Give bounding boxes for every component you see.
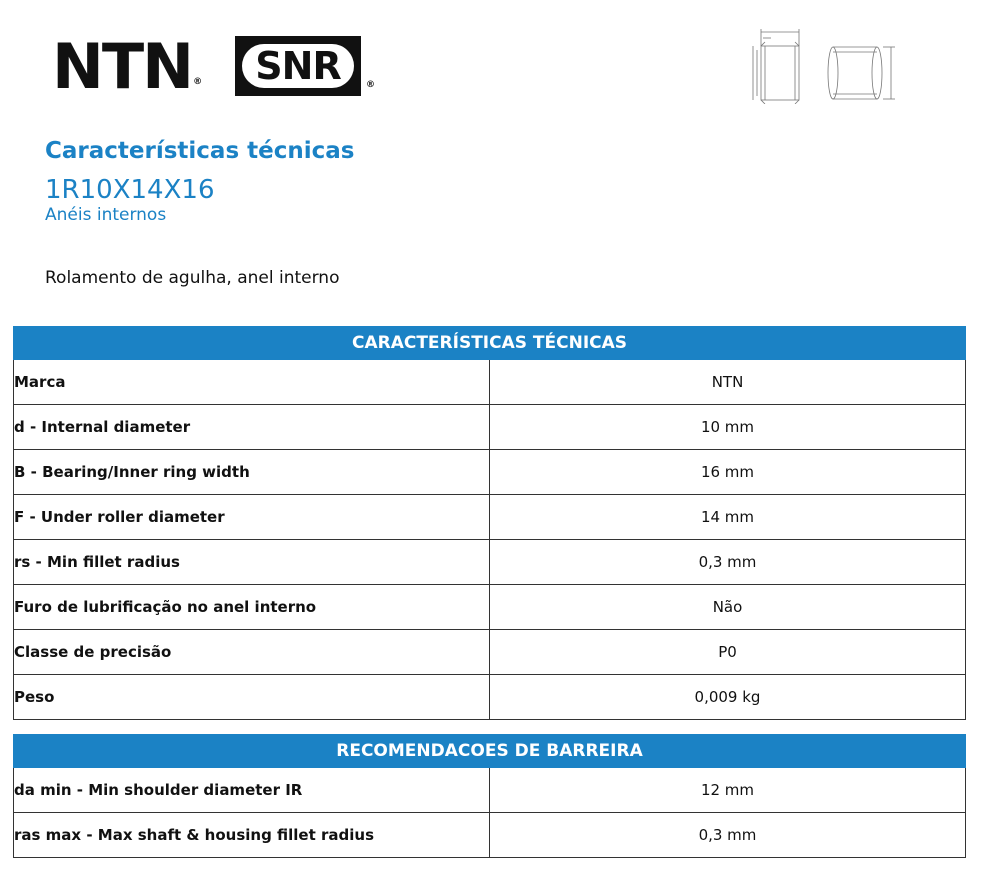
table-row	[14, 450, 966, 495]
barrier-heading: RECOMENDACOES DE BARREIRA	[14, 735, 966, 768]
snr-logo-text: SNR	[255, 44, 341, 88]
row-label: rs - Min fillet radius	[14, 540, 490, 585]
row-value: 10 mm	[490, 405, 966, 450]
brand-logos	[50, 30, 380, 103]
row-label: B - Bearing/Inner ring width	[14, 450, 490, 495]
row-value: P0	[490, 630, 966, 675]
product-description: Rolamento de agulha, anel interno	[45, 268, 340, 288]
barrier-recommendations-table	[13, 734, 966, 858]
row-label: F - Under roller diameter	[14, 495, 490, 540]
bearing-drawing-icon	[745, 26, 905, 104]
table-row	[14, 360, 966, 405]
ntn-logo	[52, 30, 203, 103]
row-value: 14 mm	[490, 495, 966, 540]
row-label: d - Internal diameter	[14, 405, 490, 450]
part-number: 1R10X14X16	[45, 175, 215, 205]
table-row	[14, 768, 966, 813]
row-value: 0,3 mm	[490, 540, 966, 585]
row-label: Peso	[14, 675, 490, 720]
tech-spec-heading: CARACTERÍSTICAS TÉCNICAS	[14, 327, 966, 360]
ntn-logo-text: NTN	[52, 30, 193, 103]
tech-spec-table	[13, 326, 966, 720]
ntn-registered-mark: ®	[193, 77, 203, 87]
row-value: NTN	[490, 360, 966, 405]
row-label: da min - Min shoulder diameter IR	[14, 768, 490, 813]
row-label: Classe de precisão	[14, 630, 490, 675]
snr-logo	[235, 36, 361, 96]
snr-registered-mark: ®	[366, 80, 375, 90]
table-row	[14, 540, 966, 585]
subcategory: Anéis internos	[45, 205, 167, 225]
row-value: 12 mm	[490, 768, 966, 813]
table-row	[14, 813, 966, 858]
row-label: ras max - Max shaft & housing fillet radius	[14, 813, 490, 858]
table-row	[14, 585, 966, 630]
table-row	[14, 675, 966, 720]
row-value: Não	[490, 585, 966, 630]
row-label: Furo de lubrificação no anel interno	[14, 585, 490, 630]
page-title: Características técnicas	[45, 138, 355, 164]
row-value: 0,3 mm	[490, 813, 966, 858]
table-row	[14, 405, 966, 450]
row-label: Marca	[14, 360, 490, 405]
row-value: 16 mm	[490, 450, 966, 495]
table-row	[14, 495, 966, 540]
table-row	[14, 630, 966, 675]
row-value: 0,009 kg	[490, 675, 966, 720]
